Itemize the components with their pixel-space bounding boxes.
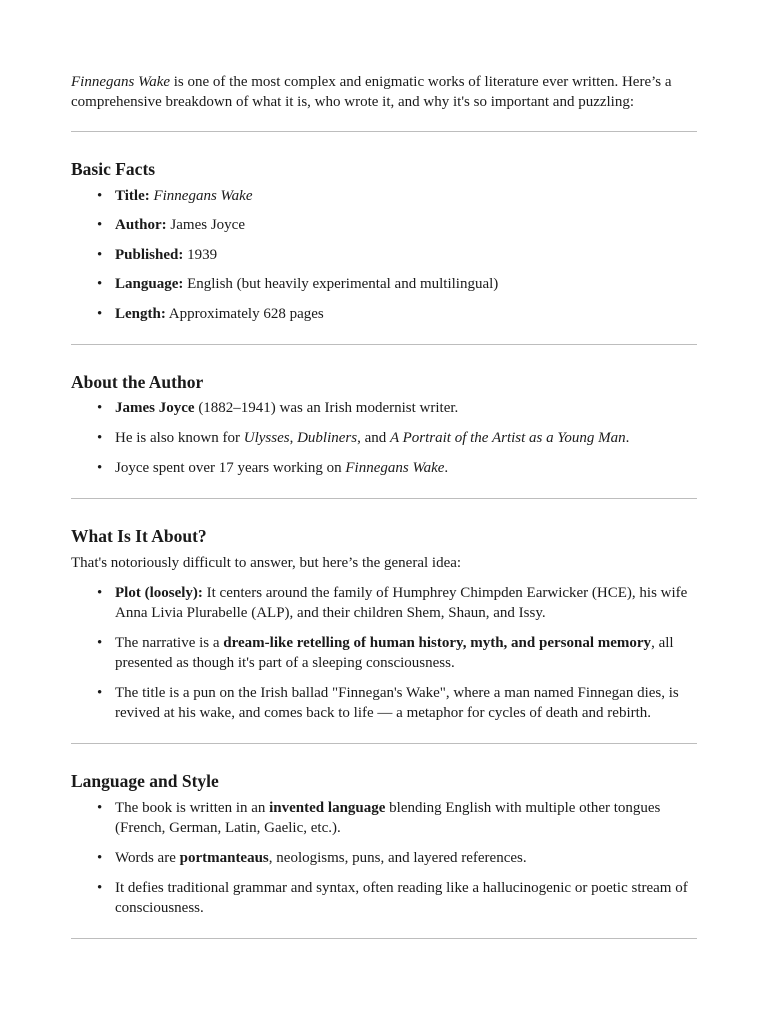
list-item [71,398,697,418]
list-item [71,633,697,673]
work-separator: , [289,430,298,446]
fact-value: Approximately 628 pages [165,306,324,322]
fact-label: Title: [115,188,150,204]
list-item [71,245,697,265]
list-item [71,458,697,478]
fact-label: Language: [115,276,184,292]
fact-value: 1939 [183,247,218,263]
fact-label: Published: [115,247,184,263]
fact-label: Length: [115,306,166,322]
list-item [71,683,697,723]
years-text: Joyce spent over 17 years working on [115,460,346,476]
plot-text: It centers around the family of Humphrey Chimpden Earwicker (HCE), his wife Anna Livia Plurabelle (ALP), and their children Shem, Shaun, and Issy. [115,585,688,621]
list-item [71,215,697,235]
words-post: , neologisms, puns, and layered references. [268,850,527,866]
section-heading-basic-facts: Basic Facts [71,159,156,179]
language-emphasis: invented language [269,800,386,816]
work-title: A Portrait of the Artist as a Young Man [389,430,626,446]
fact-value: James Joyce [166,217,245,233]
author-bio: (1882–1941) was an Irish modernist writer. [194,400,459,416]
list-item [71,186,697,206]
language-post: blending English with multiple other tongues (French, German, Latin, Gaelic, etc.). [115,800,661,836]
list-item [71,848,697,868]
list-item [71,798,697,838]
intro-paragraph [71,0,697,112]
title-pun-text: The title is a pun on the Irish ballad "Finnegan's Wake", where a man named Finnegan dies, is revived at his wake, and comes back to life — a metaphor for cycles of death and rebirth. [115,685,679,721]
divider [71,743,697,744]
divider [71,131,697,132]
years-end: . [444,460,449,476]
list-item [71,583,697,623]
plot-label: Plot (loosely): [115,585,203,601]
fact-value: Finnegans Wake [153,188,253,204]
words-pre: Words are [115,850,180,866]
work-title: Ulysses [243,430,290,446]
divider [71,938,697,939]
section-heading-what-about: What Is It About? [71,526,207,546]
work-title: Dubliners [297,430,358,446]
section-heading-language-style: Language and Style [71,771,219,791]
work-separator: , and [357,430,390,446]
language-style-list [71,798,697,918]
about-author-list [71,398,697,478]
basic-facts-list [71,186,697,324]
narrative-emphasis: dream-like retelling of human history, myth, and personal memory [223,635,652,651]
section-lead: That's notoriously difficult to answer, but here’s the general idea: [71,555,462,571]
intro-text: is one of the most complex and enigmatic works of literature ever written. Here’s a comprehensive breakdown of what it is, who wrote it, and why it's so important and puzzling: [71,74,672,110]
grammar-text: It defies traditional grammar and syntax, often reading like a hallucinogenic or poetic stream of consciousness. [115,880,688,916]
list-item [71,878,697,918]
narrative-pre: The narrative is a [115,635,224,651]
works-intro: He is also known for [115,430,244,446]
fact-value: English (but heavily experimental and multilingual) [183,276,499,292]
list-item [71,304,697,324]
section-heading-about-author: About the Author [71,372,204,392]
fact-label: Author: [115,217,167,233]
language-pre: The book is written in an [115,800,270,816]
what-about-list [71,583,697,723]
divider [71,498,697,499]
book-title: Finnegans Wake [345,460,445,476]
divider [71,344,697,345]
intro-title: Finnegans Wake [71,74,171,90]
words-emphasis: portmanteaus [179,850,269,866]
narrative-post: , all presented as though it's part of a sleeping consciousness. [115,635,674,671]
author-name: James Joyce [115,400,195,416]
works-end: . [625,430,630,446]
list-item [71,274,697,294]
list-item [71,428,697,448]
